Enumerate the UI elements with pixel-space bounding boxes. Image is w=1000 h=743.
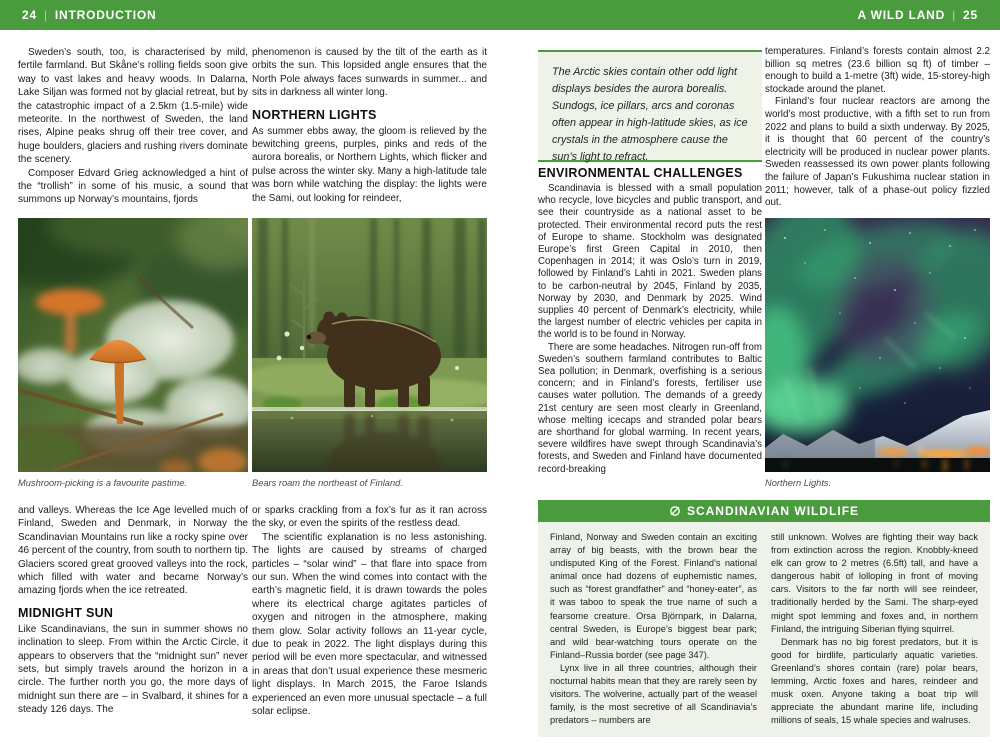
paragraph: Like Scandinavians, the sun in summer shows no inclination to sleep. From within the Arctic Circle, it appears to observers that the “midnight sun” never sets, but simply travels around the horizon in a circle. The further north you go, the more days of midnight sun there are – in Svalbard, it shines for a steady 126 days. The [18, 623, 248, 716]
callout-box [538, 50, 762, 162]
paragraph: Finland’s four nuclear reactors are among the world’s most productive, with a fifth set to run from 2022 and plans to build a sixth underway. By 2025, it is thought that 60 percent of the country’s electricity will be produced in nuclear power plants. Sweden reassessed its own power plants following the failure of Japan’s Fukushima nuclear station in 2011; however, talk of a phase-out policy fizzled out. [765, 96, 990, 209]
header-right [857, 6, 978, 24]
paragraph: There are some headaches. Nitrogen run-off from Sweden’s southern farmland contributes to Baltic Sea pollution; in Denmark, overfishing is a serious concern; and in Finland’s forests, fertiliser use causes water pollution. The demands of a greedy 21st century are seen most clearly in Greenland, whose melting icecaps and stranded polar bears are shorthand for global warming. In recent years, severe wildfires have swept through Scandinavia’s forests, and Sweden and Finland have documented record-breaking [538, 341, 762, 475]
column-1-bottom [18, 504, 248, 742]
paragraph: Lynx live in all three countries, although their nocturnal habits mean that they are rarely seen by visitors. The wolverine, actually part of the weasel family, is the most secretive of all Scandinavia’s predators – numbers are [550, 662, 757, 726]
photo-caption-aurora: Northern Lights. [765, 478, 832, 488]
section-title-left: INTRODUCTION [54, 8, 157, 22]
paragraph: Scandinavia is blessed with a small population who recycle, love bicycles and public transport, and see their countryside as a national asset to be protected. Their environmental record puts the rest of Europe to shame. Stockholm was designated Europe’s first Green Capital in 2010, then Copenhagen in 2014; it was Oslo’s turn in 2019, followed by Finland’s Lahti in 2021. Sweden plans to be carbon-neutral by 2045, Finland by 2035, Norway by 2030, and Denmark by 2025. Wind supplies 40 percent of Denmark’s electricity, while the largest number of electric vehicles per capita in the world is to be found in Norway. [538, 183, 762, 341]
wildlife-column-left [550, 531, 757, 727]
wildlife-header-bar [538, 500, 990, 522]
header-left [22, 6, 156, 24]
section-title-right: A WILD LAND [857, 8, 946, 22]
paragraph: Denmark has no big forest predators, but it is good for birdlife, particularly aquatic varieties. Greenland’s shores contain (rare) polar bears, lemming, Arctic foxes and hares, reindeer and musk oxen. Anyone taking a boat trip will appreciate the abundant marine life, including millions of seals, 15 whale species and walruses. [771, 636, 978, 726]
section-heading-midnight-sun: MIDNIGHT SUN [18, 605, 114, 620]
column-2-bottom [252, 504, 487, 742]
paragraph: or sparks crackling from a fox’s fur as it ran across the sky, or even the spirits of the restless dead. [252, 505, 487, 530]
paragraph: and valleys. Whereas the Ice Age levelled much of Finland, Sweden and Denmark, in Norway the Scandinavian Mountains run like a rocky spine over 46 percent of the country, from south to northern tip. Glaciers scored great grooved valleys into the rock, which filled with water and became Norway’s amazing fjords when the ice retreated. [18, 505, 248, 597]
paragraph: Finland, Norway and Sweden contain an exciting array of big beasts, with the brown bear the undisputed King of the Forest. Finland’s national animal once had dozens of euphemistic names, such as “forest grandfather” and “honey-eater”, as it was taboo to speak the true name of such a fearsome creature. Orsa Björnpark, in Dalarna, central Sweden, is Europe’s biggest bear park; and wild bear-watching tours operate on the Finland–Russia border (see page 347). [550, 532, 757, 660]
compass-circle-icon [669, 505, 681, 517]
paragraph: still unknown. Wolves are fighting their way back from extinction across the region. Knobbly-kneed elk can grow to 2 metres (6.5ft) tall, and have a dangerous habit of lolloping in front of moving cars. Visitors to the far north will see reindeer, traditionally herded by the Sami. The sharp-eyed might spot lemming and foxes and, in northern Finland, the intriguing Siberian flying squirrel. [771, 532, 978, 634]
wildlife-box [538, 500, 990, 737]
page-number-left: 24 [22, 8, 37, 22]
wildlife-column-right [771, 531, 978, 727]
page-header-bar [0, 0, 1000, 30]
column-1-top [18, 46, 248, 216]
paragraph: Composer Edvard Grieg acknowledged a hint of the “trollish” in some of his music, a sound that summons up Norway’s mountains, fjords [18, 167, 248, 206]
header-separator: | [952, 8, 957, 22]
paragraph: temperatures. Finland’s forests contain almost 2.2 billion sq metres (23.6 billion sq ft) of timber – enough to build a 1-metre (3ft) wide, 15-storey-high stockade around the planet. [765, 46, 990, 95]
photo-caption-mushroom: Mushroom-picking is a favourite pastime. [18, 478, 187, 488]
photo-caption-bear: Bears roam the northeast of Finland. [252, 478, 403, 488]
bear-photo [252, 218, 487, 472]
section-heading-environmental-challenges: ENVIRONMENTAL CHALLENGES [538, 166, 743, 180]
column-3-environment [538, 166, 762, 496]
paragraph: Sweden’s south, too, is characterised by mild, fertile farmland. But Skåne’s rolling fields soon give way to vast lakes and heavy woods. In Dalarna, Lake Siljan was formed not by glacial retreat, but by the catastrophic impact of a 2.5km (1.5-mile) wide meteorite. In the northwest of Sweden, the land rises, Alpine peaks shrug off their tree cover, and huge boulders, glaciers and rushing rivers dominate the scenery. [18, 47, 248, 166]
page-number-right: 25 [963, 8, 978, 22]
header-separator: | [43, 8, 48, 22]
paragraph: As summer ebbs away, the gloom is relieved by the bewitching greens, purples, pinks and reds of the aurora borealis, or Northern Lights, which flicker and pulse across the winter sky. Many a high-latitude tale was born while watching the display: the lights were the Sami, out looking for reindeer, [252, 125, 487, 204]
paragraph: The scientific explanation is no less astonishing. The lights are caused by streams of charged particles – “solar wind” – that flare into space from our sun. When the wind comes into contact with the earth’s magnetic field, it is drawn towards the poles where its electrical charge agitates particles of oxygen and nitrogen in the atmosphere, making them glow. Solar activity follows an 11-year cycle, due to peak in 2022. The light displays during this period will be even more spectacular, and witnessed in areas that don’t usual experience these mesmeric light displays. In March 2015, the Faroe Islands experienced an even more unusual spectacle – a full solar eclipse. [252, 531, 487, 718]
aurora-photo [765, 218, 990, 472]
column-2-top [252, 46, 487, 216]
paragraph: phenomenon is caused by the tilt of the earth as it orbits the sun. This lopsided angle ensures that the North Pole always faces sunwards in summer... and sits in darkness all winter long. [252, 47, 487, 99]
wildlife-title: SCANDINAVIAN WILDLIFE [686, 504, 860, 518]
mushroom-photo [18, 218, 248, 472]
callout-text: The Arctic skies contain other odd light displays besides the aurora borealis. Sundogs, ice pillars, arcs and coronas often appear in high-latitude skies, as ice crystals in the atmosphere cause the sun’s light to refract. [552, 66, 748, 163]
wildlife-body [538, 522, 990, 736]
column-4-top [765, 46, 990, 216]
section-heading-northern-lights: NORTHERN LIGHTS [252, 107, 377, 122]
